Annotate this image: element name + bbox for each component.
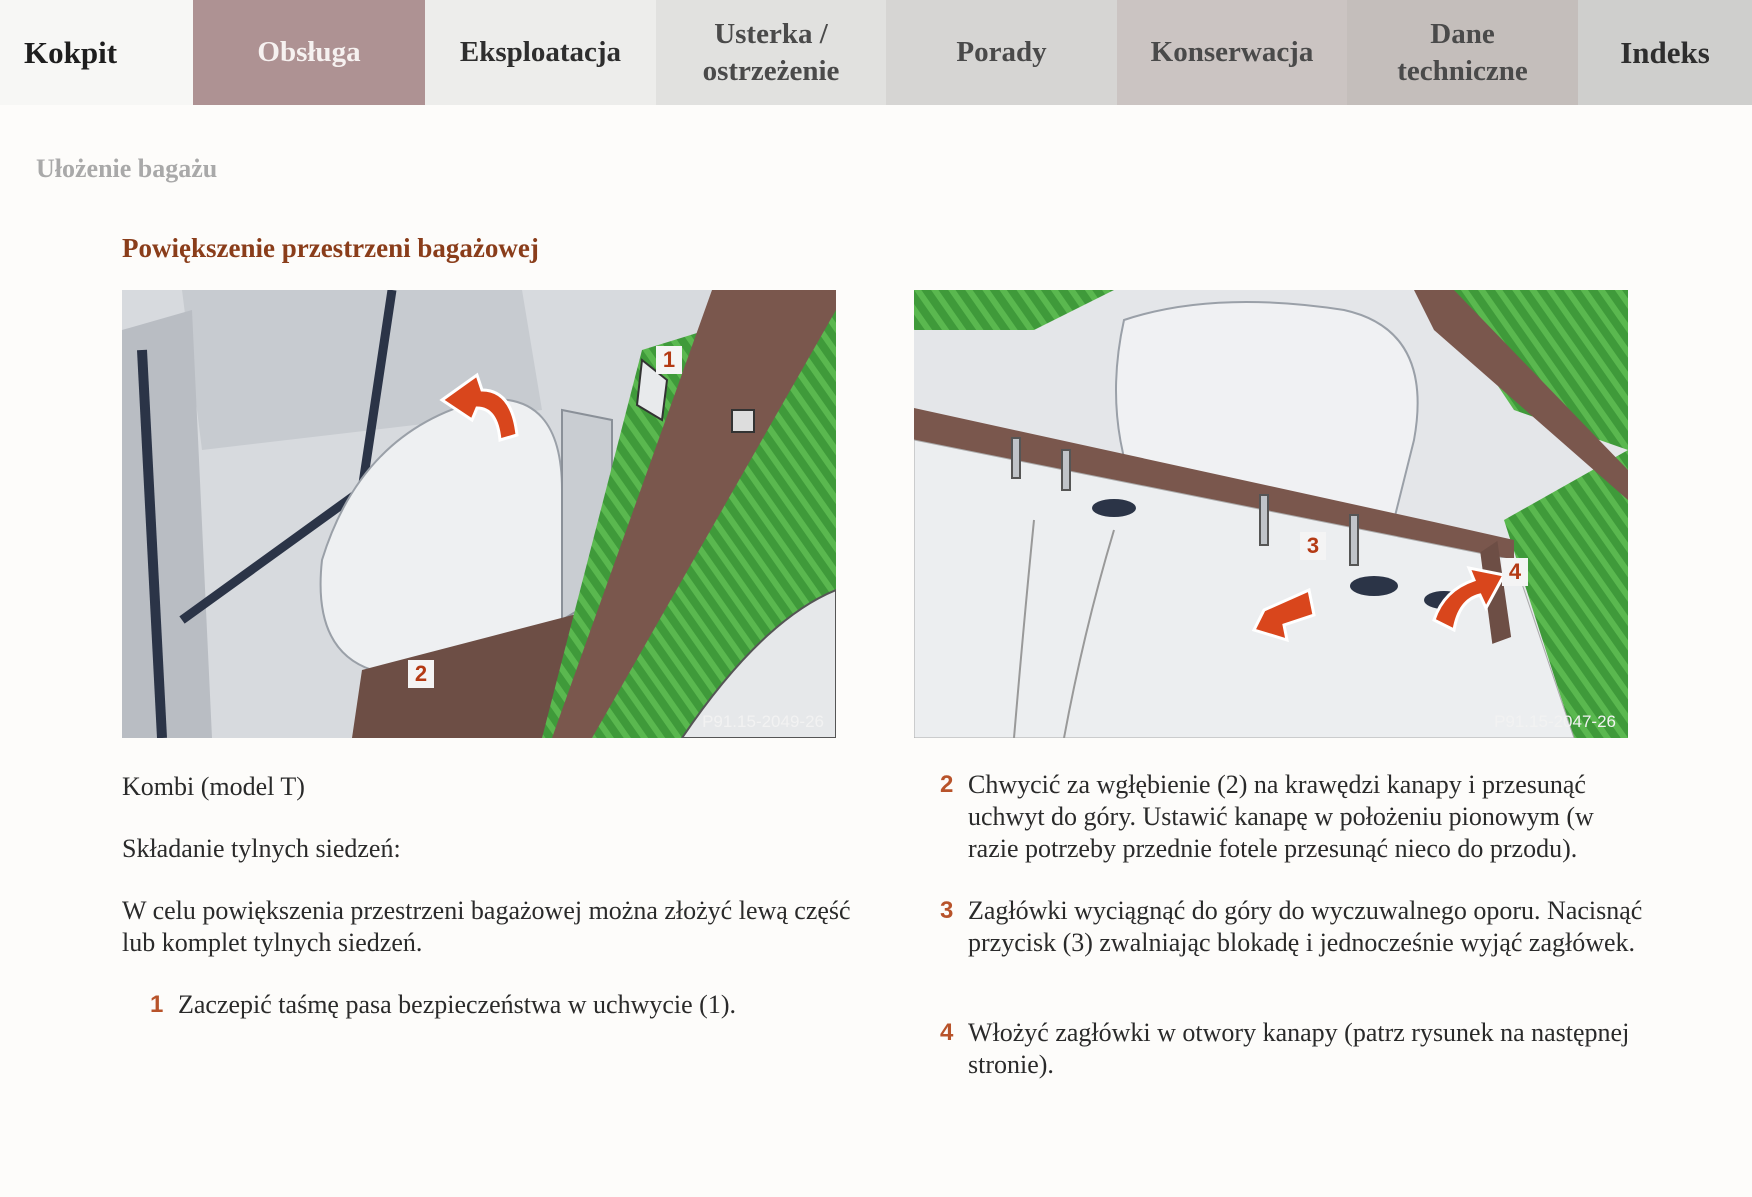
step-number: 2 — [940, 771, 954, 798]
breadcrumb: Ułożenie bagażu — [36, 154, 218, 183]
folding-heading: Składanie tylnych siedzeń: — [122, 834, 401, 863]
callout-4: 4 — [1502, 558, 1528, 586]
figure-rear-seat-folding — [122, 290, 836, 738]
rear-seat-illustration — [122, 290, 836, 738]
tab-konserwacja[interactable]: Konserwacja — [1117, 0, 1347, 105]
figure-headrest-removal — [914, 290, 1628, 738]
tab-usterka-ostrzezenie[interactable]: Usterka / ostrzeżenie — [656, 0, 886, 105]
tab-obsluga[interactable]: Obsługa — [193, 0, 425, 105]
step-text: Chwycić za wgłębienie (2) na krawędzi kanapy i przesunąć uchwyt do góry. Ustawić kanapę w położeniu pionowym (w razie potrzeby przednie fotele przesunąć nieco do przodu). — [968, 770, 1594, 863]
step-number: 3 — [940, 897, 954, 924]
step-number: 4 — [940, 1019, 954, 1046]
callout-2: 2 — [408, 660, 434, 688]
tab-kokpit[interactable]: Kokpit — [0, 0, 193, 105]
intro-paragraph: W celu powiększenia przestrzeni bagażowej można złożyć lewą część lub komplet tylnych siedzeń. — [122, 896, 851, 957]
tab-indeks[interactable]: Indeks — [1578, 0, 1752, 105]
tab-dane-techniczne[interactable]: Dane techniczne — [1347, 0, 1578, 105]
figure-code: P91.15-2049-26 — [702, 712, 824, 731]
tab-eksploatacja[interactable]: Eksploatacja — [425, 0, 656, 105]
step-text: Włożyć zagłówki w otwory kanapy (patrz rysunek na następnej stronie). — [968, 1018, 1630, 1079]
model-label: Kombi (model T) — [122, 772, 305, 801]
step-number: 1 — [150, 991, 164, 1018]
callout-3: 3 — [1300, 532, 1326, 560]
step-text: Zaczepić taśmę pasa bezpieczeństwa w uchwycie (1). — [178, 990, 736, 1019]
callout-1: 1 — [656, 346, 682, 374]
tab-porady[interactable]: Porady — [886, 0, 1117, 105]
section-title: Powiększenie przestrzeni bagażowej — [122, 233, 539, 263]
figure-code: P91.15-2047-26 — [1494, 712, 1616, 731]
step-text: Zagłówki wyciągnąć do góry do wyczuwalnego oporu. Nacisnąć przycisk (3) zwalniając blokadę i jednocześnie wyjąć zagłówek. — [968, 896, 1643, 957]
chapter-nav — [0, 0, 1752, 105]
headrest-illustration — [914, 290, 1628, 738]
